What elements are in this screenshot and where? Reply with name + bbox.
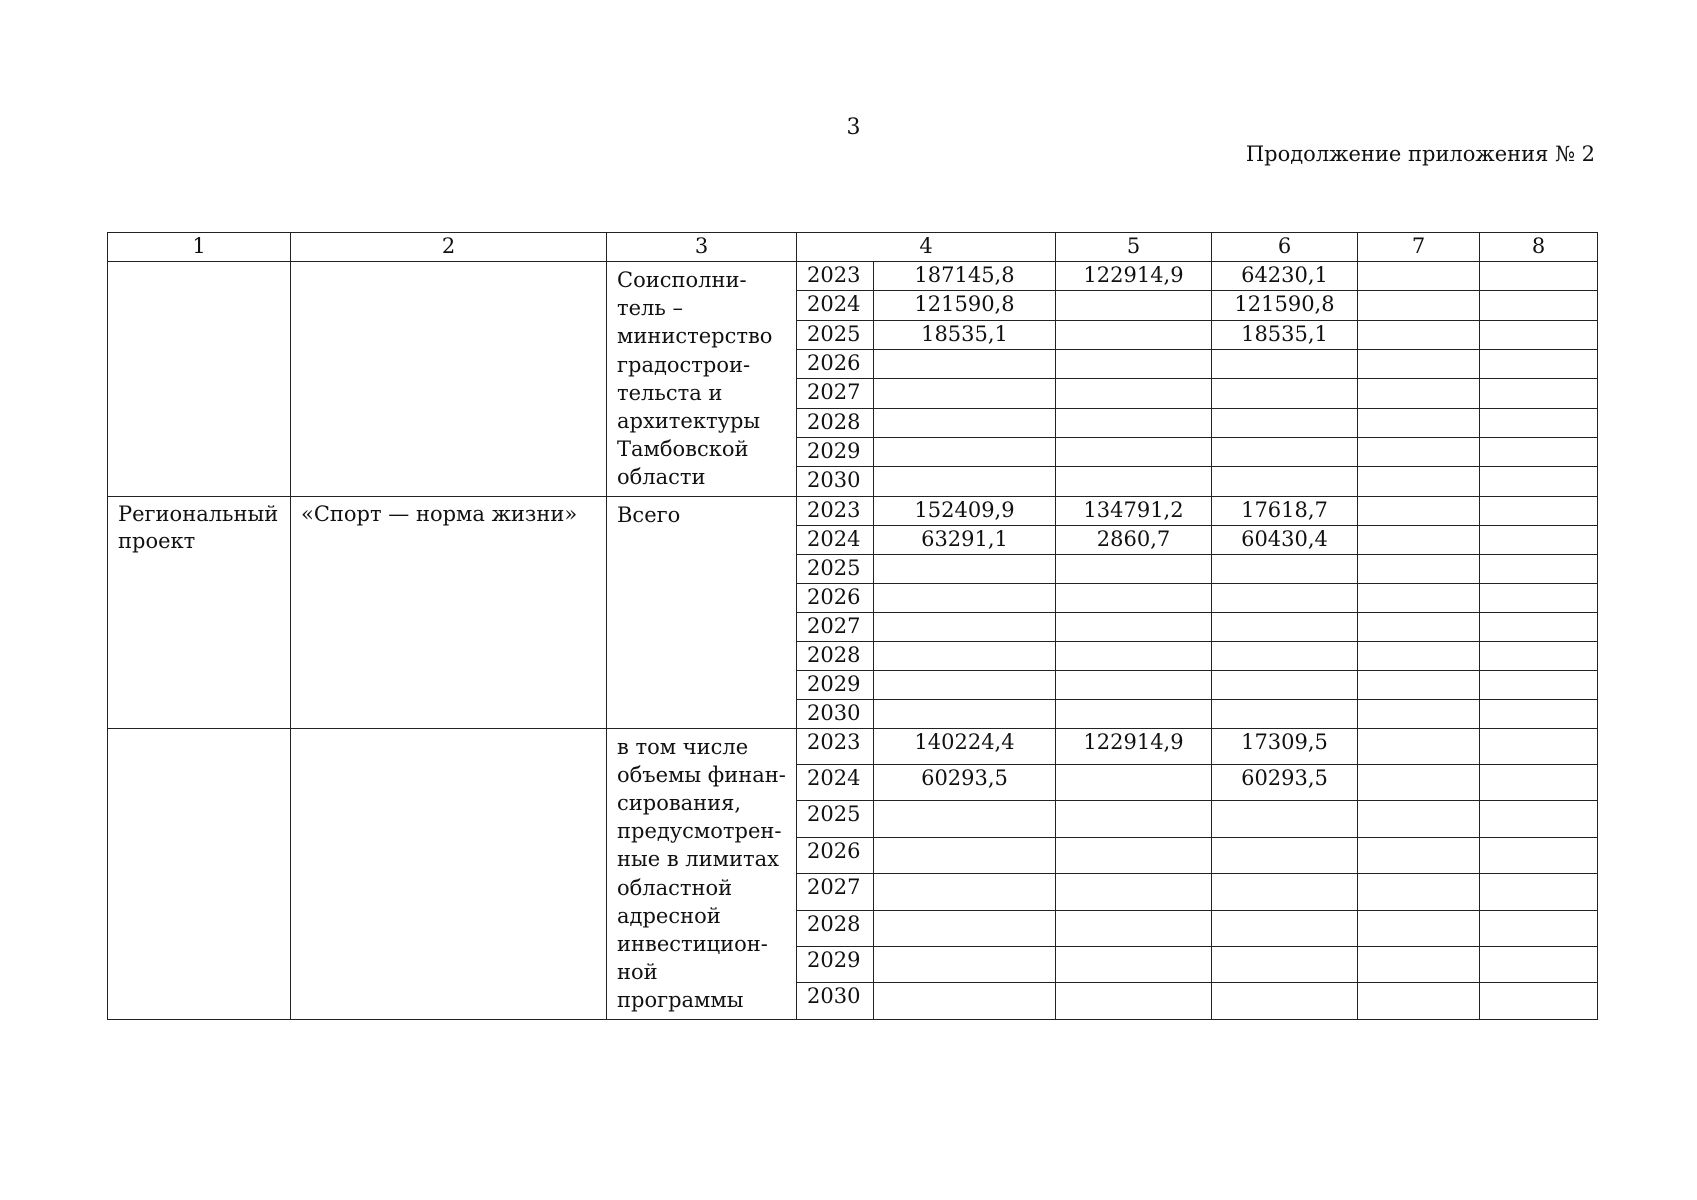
value-cell-v8 [1480,612,1598,641]
funding-table [107,232,1598,1020]
value-cell-v6 [1212,670,1358,699]
block-1-col-1: Региональный проект [108,496,291,728]
year-cell: 2030 [797,699,874,728]
value-cell-v5 [1056,408,1212,437]
value-cell-v5 [1056,837,1212,873]
value-cell-v6 [1212,641,1358,670]
value-cell-v5: 122914,9 [1056,728,1212,764]
value-cell-v5 [1056,612,1212,641]
year-cell: 2028 [797,408,874,437]
value-cell-v7 [1358,612,1480,641]
value-cell-v7 [1358,946,1480,982]
page-number: 3 [846,115,861,140]
value-cell-v4 [874,641,1056,670]
year-cell: 2026 [797,583,874,612]
value-cell-v8 [1480,874,1598,910]
value-cell-v5 [1056,801,1212,837]
year-cell: 2030 [797,467,874,496]
value-cell-v7 [1358,641,1480,670]
year-cell: 2028 [797,910,874,946]
block-0-col-1 [108,262,291,497]
value-cell-v7 [1358,670,1480,699]
value-cell-v4 [874,837,1056,873]
value-cell-v8 [1480,437,1598,466]
table-row [108,496,1598,525]
col-header-3: 3 [607,233,797,262]
col-header-6: 6 [1212,233,1358,262]
value-cell-v6 [1212,699,1358,728]
block-2-col-2 [291,728,607,1019]
block-0-col-2 [291,262,607,497]
value-cell-v8 [1480,641,1598,670]
year-cell: 2029 [797,946,874,982]
value-cell-v7 [1358,291,1480,320]
value-cell-v4: 60293,5 [874,765,1056,801]
value-cell-v8 [1480,765,1598,801]
value-cell-v7 [1358,765,1480,801]
value-cell-v5 [1056,910,1212,946]
col-header-7: 7 [1358,233,1480,262]
block-0-col-3: Соисполни- тель – министерство градострои- тельста и архитектуры Тамбовской области [607,262,797,497]
col-header-2: 2 [291,233,607,262]
year-cell: 2024 [797,765,874,801]
table-row [108,728,1598,764]
value-cell-v7 [1358,525,1480,554]
value-cell-v5 [1056,437,1212,466]
value-cell-v5 [1056,699,1212,728]
value-cell-v6 [1212,837,1358,873]
value-cell-v4 [874,946,1056,982]
year-cell: 2028 [797,641,874,670]
value-cell-v4 [874,612,1056,641]
block-1-col-2: «Спорт — норма жизни» [291,496,607,728]
year-cell: 2027 [797,612,874,641]
year-cell: 2023 [797,262,874,291]
col-header-5: 5 [1056,233,1212,262]
value-cell-v7 [1358,910,1480,946]
value-cell-v6: 64230,1 [1212,262,1358,291]
value-cell-v8 [1480,554,1598,583]
value-cell-v7 [1358,801,1480,837]
value-cell-v8 [1480,496,1598,525]
value-cell-v7 [1358,349,1480,378]
value-cell-v7 [1358,262,1480,291]
value-cell-v8 [1480,291,1598,320]
value-cell-v5 [1056,670,1212,699]
year-cell: 2025 [797,801,874,837]
value-cell-v5 [1056,554,1212,583]
block-2-col-1 [108,728,291,1019]
value-cell-v5: 122914,9 [1056,262,1212,291]
value-cell-v7 [1358,874,1480,910]
value-cell-v6: 18535,1 [1212,320,1358,349]
year-cell: 2023 [797,496,874,525]
value-cell-v6 [1212,874,1358,910]
value-cell-v6: 60430,4 [1212,525,1358,554]
value-cell-v8 [1480,379,1598,408]
value-cell-v6: 17309,5 [1212,728,1358,764]
col-header-1: 1 [108,233,291,262]
value-cell-v8 [1480,408,1598,437]
value-cell-v4 [874,699,1056,728]
value-cell-v6 [1212,408,1358,437]
value-cell-v7 [1358,437,1480,466]
value-cell-v5: 2860,7 [1056,525,1212,554]
value-cell-v7 [1358,554,1480,583]
value-cell-v4: 18535,1 [874,320,1056,349]
value-cell-v6: 17618,7 [1212,496,1358,525]
value-cell-v4 [874,801,1056,837]
block-2-col-3: в том числе объемы финан- сирования, предусмотрен- ные в лимитах областной адресной инвестицион- ной программы [607,728,797,1019]
value-cell-v8 [1480,349,1598,378]
value-cell-v7 [1358,837,1480,873]
appendix-note: Продолжение приложения № 2 [1245,142,1595,166]
value-cell-v8 [1480,946,1598,982]
value-cell-v7 [1358,379,1480,408]
value-cell-v5: 134791,2 [1056,496,1212,525]
table-body [108,262,1598,1020]
value-cell-v4: 121590,8 [874,291,1056,320]
year-cell: 2027 [797,874,874,910]
value-cell-v8 [1480,837,1598,873]
value-cell-v8 [1480,525,1598,554]
value-cell-v4 [874,467,1056,496]
value-cell-v4: 187145,8 [874,262,1056,291]
value-cell-v4: 152409,9 [874,496,1056,525]
value-cell-v4 [874,874,1056,910]
year-cell: 2025 [797,320,874,349]
value-cell-v6 [1212,437,1358,466]
year-cell: 2026 [797,837,874,873]
year-cell: 2029 [797,437,874,466]
value-cell-v6 [1212,612,1358,641]
value-cell-v4 [874,983,1056,1019]
value-cell-v5 [1056,467,1212,496]
value-cell-v8 [1480,467,1598,496]
value-cell-v8 [1480,910,1598,946]
value-cell-v6: 60293,5 [1212,765,1358,801]
value-cell-v4 [874,349,1056,378]
value-cell-v5 [1056,641,1212,670]
value-cell-v6 [1212,801,1358,837]
value-cell-v7 [1358,496,1480,525]
value-cell-v7 [1358,467,1480,496]
value-cell-v4: 140224,4 [874,728,1056,764]
value-cell-v5 [1056,583,1212,612]
year-cell: 2025 [797,554,874,583]
value-cell-v8 [1480,262,1598,291]
value-cell-v4 [874,408,1056,437]
value-cell-v6 [1212,467,1358,496]
value-cell-v8 [1480,801,1598,837]
value-cell-v7 [1358,583,1480,612]
table-row [108,262,1598,291]
value-cell-v8 [1480,699,1598,728]
value-cell-v4 [874,670,1056,699]
value-cell-v4 [874,910,1056,946]
block-1-col-3: Всего [607,496,797,728]
value-cell-v8 [1480,983,1598,1019]
value-cell-v6 [1212,946,1358,982]
value-cell-v4: 63291,1 [874,525,1056,554]
year-cell: 2023 [797,728,874,764]
header-row [108,233,1598,262]
col-header-4: 4 [797,233,1056,262]
value-cell-v7 [1358,983,1480,1019]
year-cell: 2030 [797,983,874,1019]
value-cell-v6 [1212,554,1358,583]
value-cell-v5 [1056,874,1212,910]
value-cell-v7 [1358,728,1480,764]
value-cell-v7 [1358,699,1480,728]
value-cell-v5 [1056,379,1212,408]
year-cell: 2024 [797,291,874,320]
value-cell-v5 [1056,765,1212,801]
value-cell-v6 [1212,983,1358,1019]
value-cell-v4 [874,554,1056,583]
value-cell-v4 [874,437,1056,466]
value-cell-v4 [874,379,1056,408]
value-cell-v5 [1056,349,1212,378]
value-cell-v8 [1480,583,1598,612]
value-cell-v4 [874,583,1056,612]
value-cell-v6 [1212,583,1358,612]
year-cell: 2029 [797,670,874,699]
value-cell-v5 [1056,983,1212,1019]
value-cell-v7 [1358,408,1480,437]
year-cell: 2026 [797,349,874,378]
value-cell-v6 [1212,379,1358,408]
value-cell-v5 [1056,320,1212,349]
value-cell-v7 [1358,320,1480,349]
value-cell-v6 [1212,910,1358,946]
value-cell-v8 [1480,670,1598,699]
value-cell-v5 [1056,946,1212,982]
col-header-8: 8 [1480,233,1598,262]
value-cell-v8 [1480,728,1598,764]
year-cell: 2024 [797,525,874,554]
value-cell-v6 [1212,349,1358,378]
value-cell-v6: 121590,8 [1212,291,1358,320]
value-cell-v5 [1056,291,1212,320]
year-cell: 2027 [797,379,874,408]
value-cell-v8 [1480,320,1598,349]
